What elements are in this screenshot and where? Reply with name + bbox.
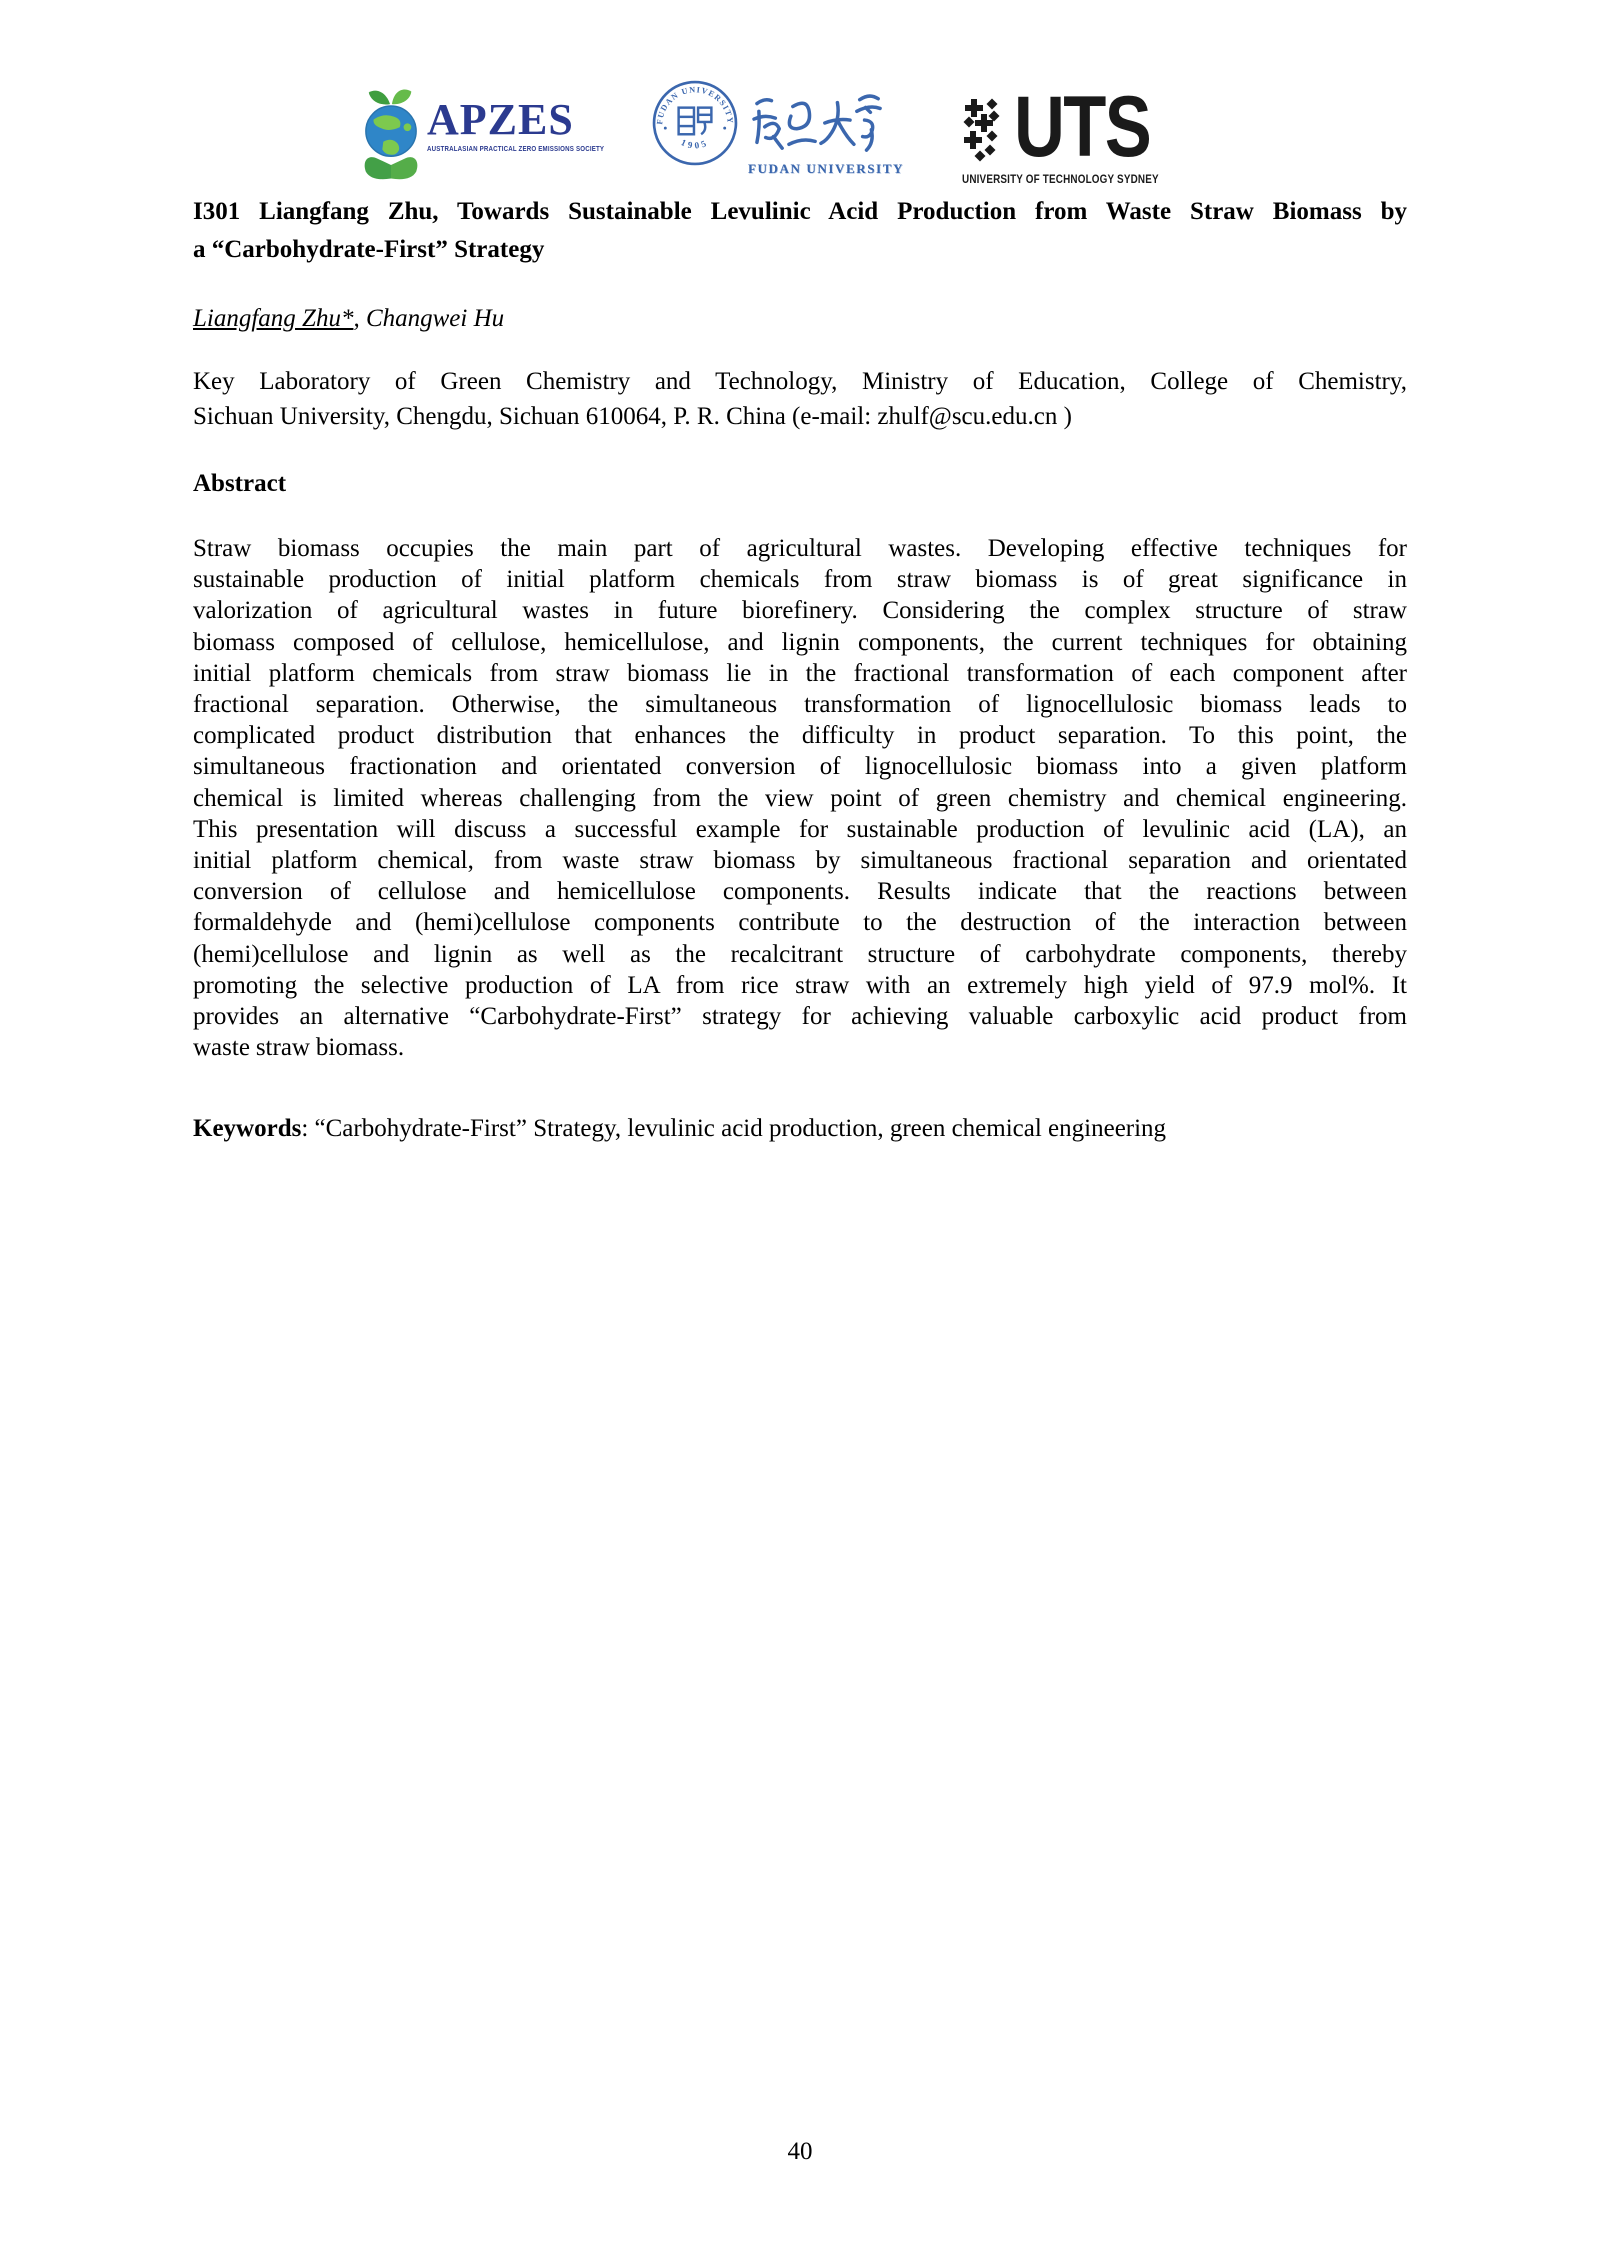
abstract-body: [193, 533, 1407, 1063]
abstract-line: valorization of agricultural wastes in future biorefinery. Considering the complex structure of straw: [193, 597, 1407, 625]
author-secondary: , Changwei Hu: [353, 305, 505, 332]
fudan-seal-icon: [652, 80, 738, 166]
abstract-line: This presentation will discuss a successful example for sustainable production of levulinic acid (LA), an: [193, 815, 1407, 843]
authors-line: [193, 303, 1407, 334]
apzes-acronym: APZES: [427, 95, 574, 144]
uts-emblem-icon: [962, 98, 1004, 162]
uts-acronym: UTS: [1014, 79, 1151, 175]
author-primary: Liangfang Zhu*: [193, 305, 354, 332]
page-number: 40: [787, 2138, 813, 2165]
fudan-seal-year: 1905: [679, 137, 711, 151]
abstract-line: complicated product distribution that enhances the difficulty in product separation. To this point, the: [193, 722, 1407, 750]
fudan-chinese-calligraphy-icon: [748, 90, 890, 154]
abstract-line: conversion of cellulose and hemicellulose components. Results indicate that the reactions between: [193, 878, 1407, 906]
abstract-line: simultaneous fractionation and orientated conversion of lignocellulosic biomass into a given platform: [193, 753, 1407, 781]
abstract-line: biomass composed of cellulose, hemicellulose, and lignin components, the current techniques for obtaining: [193, 628, 1407, 656]
abstract-line: Straw biomass occupies the main part of agricultural wastes. Developing effective techniques for: [193, 535, 1407, 562]
fudan-university-logo: [652, 80, 904, 177]
keywords-text: : “Carbohydrate-First” Strategy, levulinic acid production, green chemical engineering: [301, 1115, 1167, 1142]
abstract-line: initial platform chemicals from straw biomass lie in the fractional transformation of each component after: [193, 659, 1407, 687]
abstract-line: formaldehyde and (hemi)cellulose components contribute to the destruction of the interaction between: [193, 909, 1407, 937]
title-line: a “Carbohydrate-First” Strategy: [193, 236, 545, 263]
uts-logo: [962, 79, 1191, 186]
svg-text:1905: [679, 137, 710, 150]
apzes-globe-icon: [362, 86, 420, 184]
affiliation: [193, 364, 1407, 434]
uts-full-name: UNIVERSITY OF TECHNOLOGY SYDNEY: [962, 174, 1159, 186]
fudan-seal-arc-text: FUDAN UNIVERSITY: [655, 85, 735, 125]
fudan-seal-emblem: [679, 108, 712, 135]
fudan-latin-name: FUDAN UNIVERSITY: [748, 161, 904, 176]
apzes-tagline: AUSTRALASIAN PRACTICAL ZERO EMISSIONS SOCIETY: [427, 146, 605, 153]
keywords-line: [193, 1113, 1407, 1144]
title-line: I301 Liangfang Zhu, Towards Sustainable Levulinic Acid Production from Waste Straw Biomass by: [193, 198, 1407, 225]
fudan-logotype: [748, 80, 904, 177]
abstract-heading: Abstract: [193, 470, 287, 497]
abstract-line: waste straw biomass.: [193, 1034, 405, 1062]
apzes-logotype: [427, 86, 628, 153]
abstract-line: promoting the selective production of LA from rice straw with an extremely high yield of 97.9 mol%. It: [193, 971, 1407, 999]
abstract-line: provides an alternative “Carbohydrate-First” strategy for achieving valuable carboxylic acid product from: [193, 1003, 1407, 1031]
keywords-label: Keywords: [193, 1115, 302, 1142]
abstract-line: initial platform chemical, from waste straw biomass by simultaneous fractional separation and orientated: [193, 847, 1407, 875]
abstract-line: fractional separation. Otherwise, the simultaneous transformation of lignocellulosic biomass leads to: [193, 691, 1407, 719]
abstract-line: chemical is limited whereas challenging from the view point of green chemistry and chemical engineering.: [193, 784, 1407, 812]
paper-title: [193, 193, 1407, 269]
abstract-line: sustainable production of initial platform chemicals from straw biomass is of great significance in: [193, 566, 1407, 594]
affiliation-line: Key Laboratory of Green Chemistry and Technology, Ministry of Education, College of Chemistry,: [193, 368, 1407, 395]
abstract-line: (hemi)cellulose and lignin as well as the recalcitrant structure of carbohydrate components, thereby: [193, 940, 1407, 968]
affiliation-line: Sichuan University, Chengdu, Sichuan 610064, P. R. China (e-mail: zhulf@scu.edu.cn ): [193, 403, 1072, 430]
apzes-logo: [362, 86, 628, 184]
